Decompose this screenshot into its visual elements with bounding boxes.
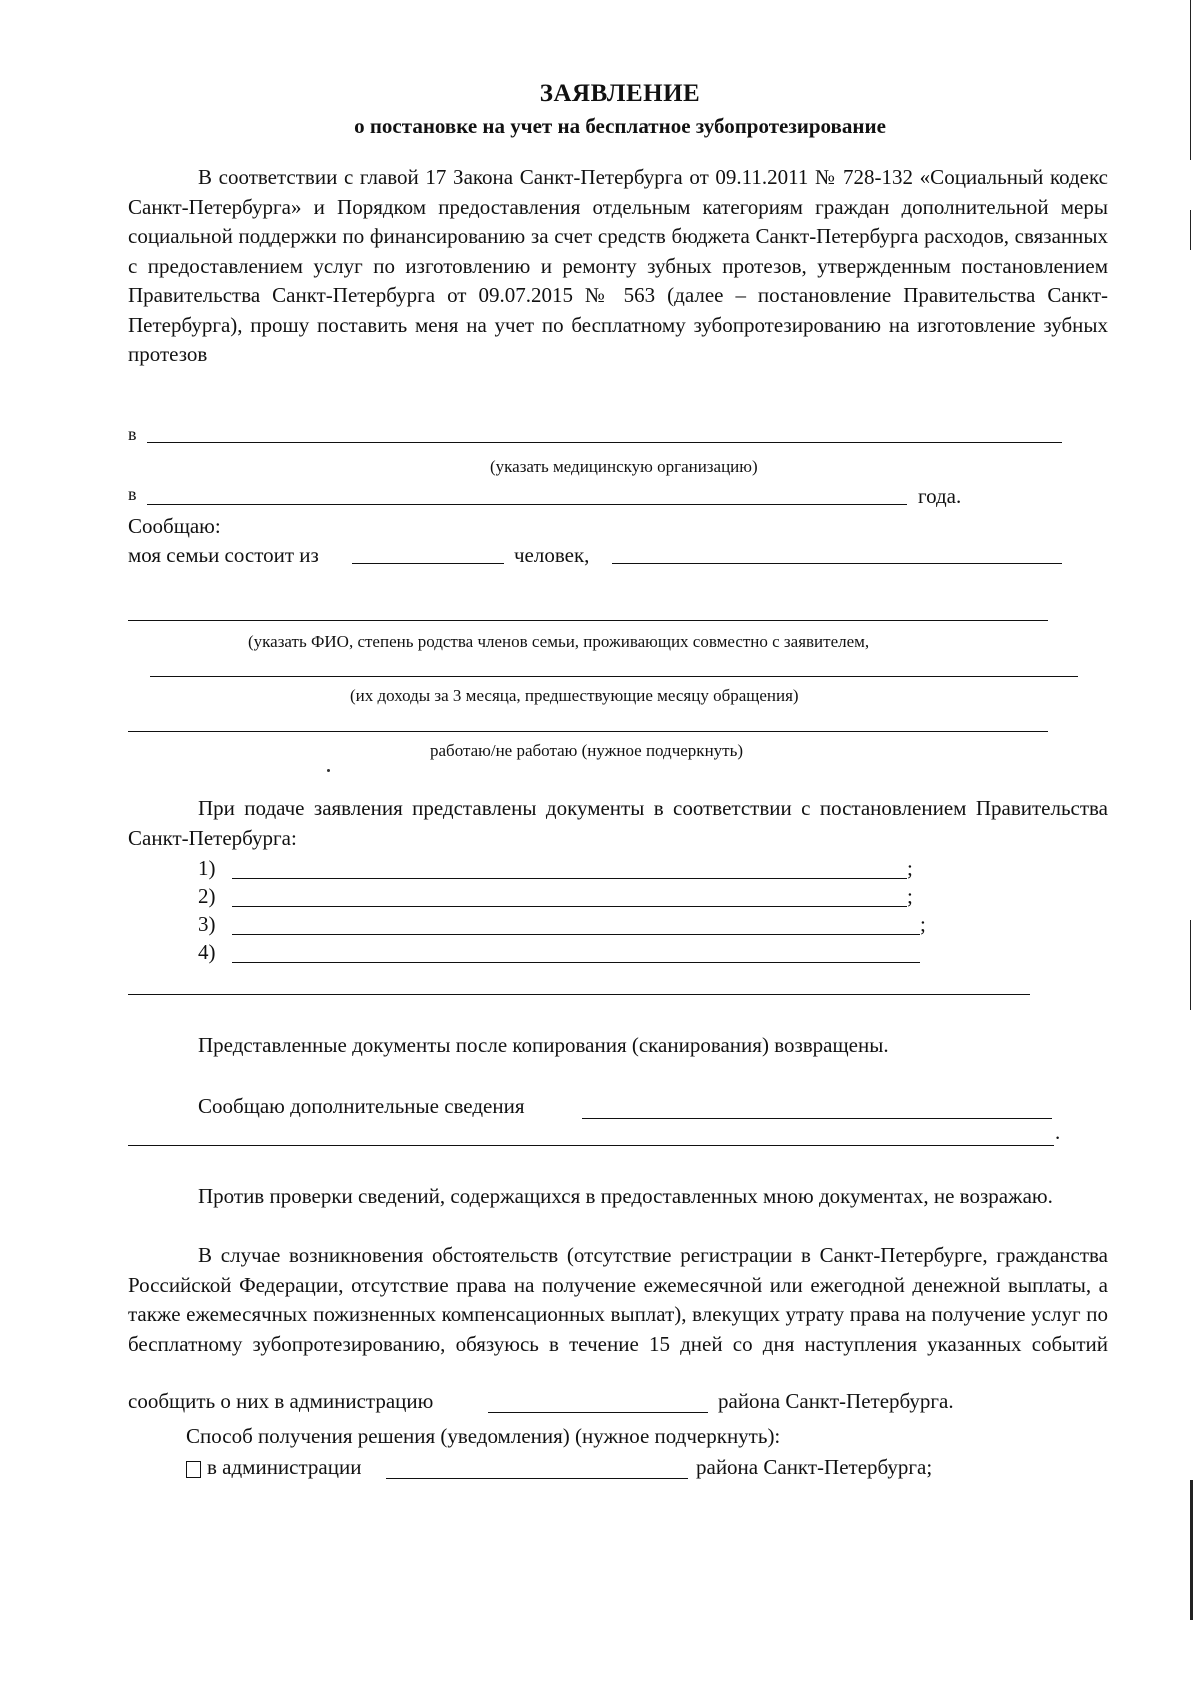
work-hint: работаю/не работаю (нужное подчеркнуть) [430,741,744,760]
consent-paragraph: Против проверки сведений, содержащихся в предоставленных мною документах, не возражаю. [198,1184,1053,1208]
doc-item-line-4[interactable] [232,962,920,963]
org-prefix: в [128,424,137,444]
delivery-option-prefix: в администрации [207,1455,362,1479]
obligation-last-suffix: района Санкт-Петербурга. [718,1389,954,1413]
delivery-checkbox[interactable] [186,1461,201,1478]
delivery-admin-line[interactable] [386,1478,688,1479]
doc-extra-line[interactable] [128,994,1030,995]
obligation-last-prefix: сообщить о них в администрацию [128,1389,434,1413]
page-edge-mark-2 [1190,920,1191,1010]
family-hint: (указать ФИО, степень родства членов семьи, проживающих совместно с заявителем, [248,632,870,651]
obligation-admin-line[interactable] [488,1412,708,1413]
income-line[interactable] [150,676,1078,677]
additional-label: Сообщаю дополнительные сведения [198,1094,525,1118]
documents-intro: При подаче заявления представлены документы в соответствии с постановлением Правительства Санкт-Петербурга: [128,796,1108,850]
page-edge-top [1190,0,1191,160]
page-edge-bottom [1190,1480,1193,1620]
year-suffix: года. [918,484,962,508]
family-label: моя семьи состоит из [128,543,319,567]
doc-item-num-3: 3) [198,912,216,936]
additional-line-2[interactable] [128,1145,1054,1146]
page-edge-mark-1 [1190,210,1191,250]
doc-item-line-2[interactable] [232,906,907,907]
delivery-label: Способ получения решения (уведомления) (нужное подчеркнуть): [186,1424,781,1448]
family-details-line[interactable] [128,620,1048,621]
family-people-label: человек, [514,543,590,567]
doc-item-num-2: 2) [198,884,216,908]
doc-item-line-3[interactable] [232,934,920,935]
doc-item-line-1[interactable] [232,878,907,879]
additional-end: . [1055,1120,1061,1144]
org-hint: (указать медицинскую организацию) [490,457,758,476]
scan-dot [327,769,330,772]
family-count-line[interactable] [352,563,504,564]
income-hint: (их доходы за 3 месяца, предшествующие месяцу обращения) [350,686,799,705]
document-title: ЗАЯВЛЕНИЕ [539,80,701,107]
doc-item-end-3: ; [920,912,926,936]
doc-item-num-4: 4) [198,940,216,964]
delivery-option-suffix: района Санкт-Петербурга; [696,1455,933,1479]
org-field-line[interactable] [147,442,1062,443]
family-members-line[interactable] [612,563,1062,564]
doc-item-num-1: 1) [198,856,216,880]
doc-item-end-2: ; [907,884,913,908]
work-line[interactable] [128,731,1048,732]
doc-item-end-1: ; [907,856,913,880]
document-subtitle: о постановке на учет на бесплатное зубопротезирование [354,114,886,138]
year-prefix: в [128,484,137,504]
inform-label: Сообщаю: [128,514,221,538]
additional-line-1[interactable] [582,1118,1052,1119]
year-field-line[interactable] [147,504,907,505]
obligation-paragraph: В случае возникновения обстоятельств (отсутствие регистрации в Санкт-Петербурге, гражданства Российской Федерации, отсутствие права на получение ежемесячной или ежегодной денежной выплаты, а также ежемесячных пожизненных компенсационных выплат), влекущих утрату права на получение услуг по бесплатному зубопротезированию, обязуюсь в течение 15 дней со дня наступления указанных событий [128,1243,1108,1356]
documents-returned: Представленные документы после копирования (сканирования) возвращены. [198,1033,889,1057]
intro-paragraph: В соответствии с главой 17 Закона Санкт-Петербурга от 09.11.2011 № 728-132 «Социальный кодекс Санкт-Петербурга» и Порядком предоставления отдельным категориям граждан дополнительной меры социальной поддержки по финансированию за счет средств бюджета Санкт-Петербурга расходов, связанных с предоставлением услуг по изготовлению и ремонту зубных протезов, утвержденным постановлением Правительства Санкт-Петербурга от 09.07.2015 № 563 (далее – постановление Правительства Санкт-Петербурга), прошу поставить меня на учет по бесплатному зубопротезированию на изготовление зубных протезов [128,165,1108,366]
